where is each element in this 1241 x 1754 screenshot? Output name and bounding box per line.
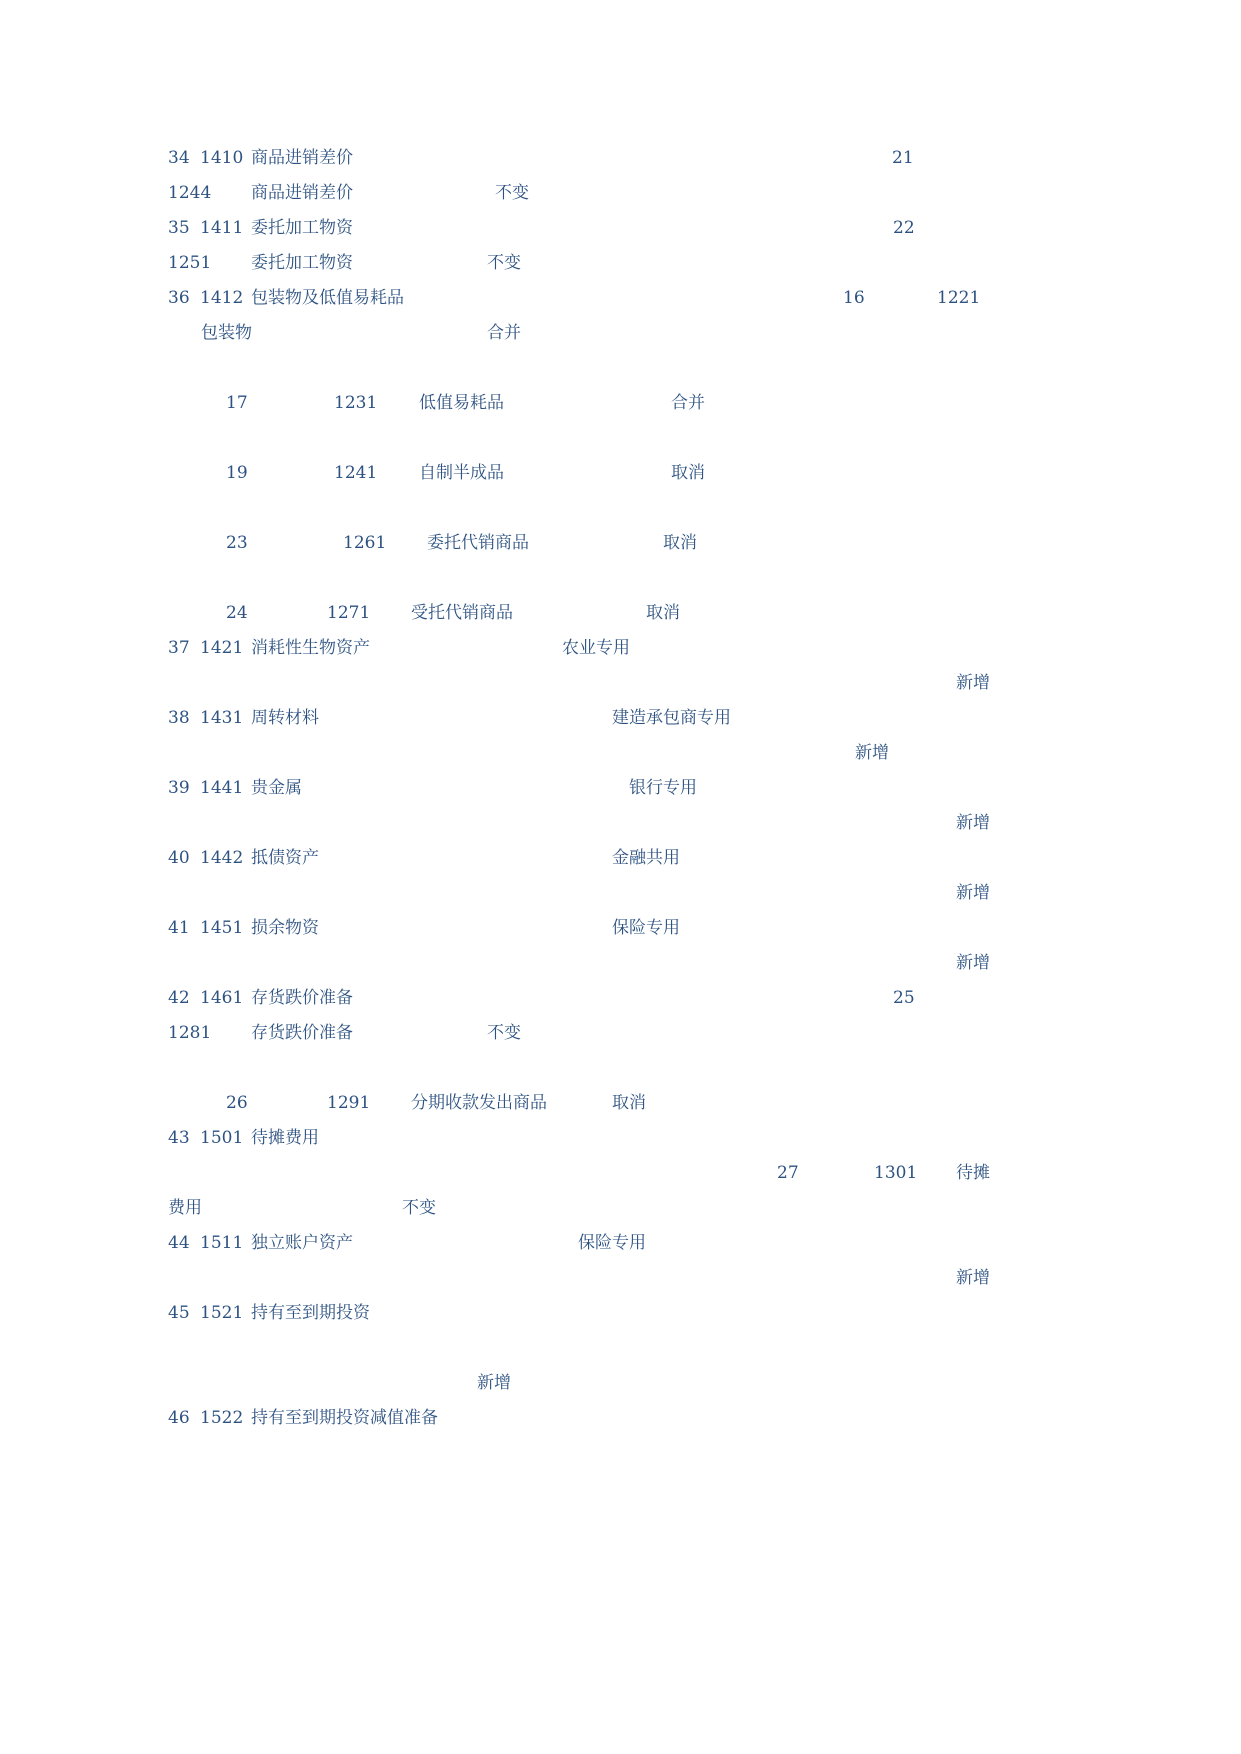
row-15-cell: 1441 xyxy=(200,778,244,798)
row-14-lead-cell: 新增 xyxy=(855,743,889,763)
row-15-cell: 银行专用 xyxy=(629,778,697,798)
row-4-cell: 不变 xyxy=(487,253,521,273)
row-30-lead-cell: 新增 xyxy=(477,1373,511,1393)
row-29-cell: 持有至到期投资 xyxy=(251,1303,370,1323)
row-26-cell: 不变 xyxy=(402,1198,436,1218)
row-8-lead-cell: 19 xyxy=(226,463,248,483)
row-13-cell: 建造承包商专用 xyxy=(612,708,731,728)
row-3-cell: 22 xyxy=(893,218,915,238)
row-10-lead-cell: 24 xyxy=(226,603,248,623)
row-1-cell: 1410 xyxy=(200,148,244,168)
row-1-cell: 21 xyxy=(892,148,914,168)
row-11-cell: 消耗性生物资产 xyxy=(251,638,370,658)
row-3-cell: 委托加工物资 xyxy=(251,218,353,238)
row-3-cell: 1411 xyxy=(200,218,244,238)
row-4-lead-cell: 1251 xyxy=(168,253,212,273)
row-8-cell: 自制半成品 xyxy=(419,463,504,483)
row-17-cell: 1442 xyxy=(200,848,244,868)
row-10-cell: 受托代销商品 xyxy=(411,603,513,623)
row-31-cell: 1522 xyxy=(200,1408,244,1428)
row-24-cell: 1501 xyxy=(200,1128,244,1148)
row-5-cell: 16 xyxy=(843,288,865,308)
row-31-cell: 持有至到期投资减值准备 xyxy=(251,1408,438,1428)
row-9-cell: 取消 xyxy=(663,533,697,553)
row-19-cell: 保险专用 xyxy=(612,918,680,938)
row-16-lead-cell: 新增 xyxy=(956,813,990,833)
row-25-lead-cell: 27 xyxy=(777,1163,799,1183)
row-23-cell: 取消 xyxy=(612,1093,646,1113)
row-12-lead-cell: 新增 xyxy=(956,673,990,693)
row-3-lead-cell: 35 xyxy=(168,218,190,238)
row-19-cell: 1451 xyxy=(200,918,244,938)
row-2-cell: 商品进销差价 xyxy=(251,183,353,203)
row-29-lead-cell: 45 xyxy=(168,1303,190,1323)
row-7-cell: 合并 xyxy=(671,393,705,413)
row-17-lead-cell: 40 xyxy=(168,848,190,868)
row-17-cell: 金融共用 xyxy=(612,848,680,868)
row-21-lead-cell: 42 xyxy=(168,988,190,1008)
row-23-cell: 1291 xyxy=(327,1093,371,1113)
row-5-cell: 1221 xyxy=(937,288,981,308)
row-2-lead-cell: 1244 xyxy=(168,183,212,203)
row-25-cell: 1301 xyxy=(874,1163,918,1183)
row-11-lead-cell: 37 xyxy=(168,638,190,658)
row-5-lead-cell: 36 xyxy=(168,288,190,308)
row-26-lead-cell: 费用 xyxy=(168,1198,202,1218)
row-11-cell: 1421 xyxy=(200,638,244,658)
row-13-lead-cell: 38 xyxy=(168,708,190,728)
row-9-lead-cell: 23 xyxy=(226,533,248,553)
row-15-cell: 贵金属 xyxy=(251,778,302,798)
row-6-lead-cell: 包装物 xyxy=(201,323,252,343)
row-17-cell: 抵债资产 xyxy=(251,848,319,868)
row-23-cell: 分期收款发出商品 xyxy=(411,1093,547,1113)
row-27-lead-cell: 44 xyxy=(168,1233,190,1253)
row-7-cell: 1231 xyxy=(334,393,378,413)
row-22-lead-cell: 1281 xyxy=(168,1023,212,1043)
row-8-cell: 1241 xyxy=(334,463,378,483)
row-15-lead-cell: 39 xyxy=(168,778,190,798)
row-22-cell: 不变 xyxy=(487,1023,521,1043)
row-11-cell: 农业专用 xyxy=(562,638,630,658)
row-20-lead-cell: 新增 xyxy=(956,953,990,973)
row-13-cell: 1431 xyxy=(200,708,244,728)
row-22-cell: 存货跌价准备 xyxy=(251,1023,353,1043)
row-9-cell: 1261 xyxy=(343,533,387,553)
row-27-cell: 保险专用 xyxy=(578,1233,646,1253)
row-8-cell: 取消 xyxy=(671,463,705,483)
row-5-cell: 包装物及低值易耗品 xyxy=(251,288,404,308)
row-24-lead-cell: 43 xyxy=(168,1128,190,1148)
row-25-cell: 待摊 xyxy=(956,1163,990,1183)
row-28-lead-cell: 新增 xyxy=(956,1268,990,1288)
row-24-cell: 待摊费用 xyxy=(251,1128,319,1148)
row-2-cell: 不变 xyxy=(495,183,529,203)
row-10-cell: 取消 xyxy=(646,603,680,623)
row-21-cell: 1461 xyxy=(200,988,244,1008)
row-27-cell: 1511 xyxy=(200,1233,244,1253)
row-31-lead-cell: 46 xyxy=(168,1408,190,1428)
row-29-cell: 1521 xyxy=(200,1303,244,1323)
row-5-cell: 1412 xyxy=(200,288,244,308)
row-1-cell: 商品进销差价 xyxy=(251,148,353,168)
row-13-cell: 周转材料 xyxy=(251,708,319,728)
row-10-cell: 1271 xyxy=(327,603,371,623)
row-7-lead-cell: 17 xyxy=(226,393,248,413)
row-21-cell: 25 xyxy=(893,988,915,1008)
row-18-lead-cell: 新增 xyxy=(956,883,990,903)
row-19-lead-cell: 41 xyxy=(168,918,190,938)
row-21-cell: 存货跌价准备 xyxy=(251,988,353,1008)
row-6-cell: 合并 xyxy=(487,323,521,343)
row-4-cell: 委托加工物资 xyxy=(251,253,353,273)
row-19-cell: 损余物资 xyxy=(251,918,319,938)
row-1-lead-cell: 34 xyxy=(168,148,190,168)
row-9-cell: 委托代销商品 xyxy=(427,533,529,553)
row-7-cell: 低值易耗品 xyxy=(419,393,504,413)
row-27-cell: 独立账户资产 xyxy=(251,1233,353,1253)
row-23-lead-cell: 26 xyxy=(226,1093,248,1113)
